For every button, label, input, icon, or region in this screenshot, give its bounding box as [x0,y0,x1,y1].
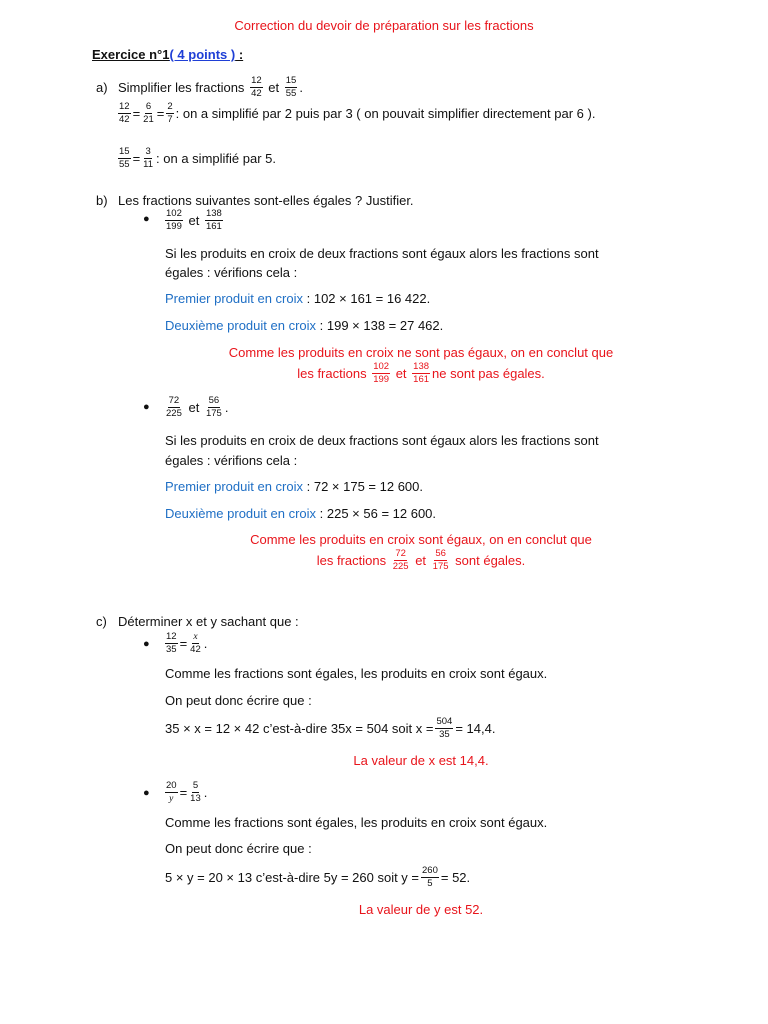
conclusion-text: les fractions [316,552,387,568]
part-b-prompt: Les fractions suivantes sont-elles égales ? Justifier. [118,193,414,208]
part-a-marker: a) [96,80,108,95]
calc-text: = 52. [440,869,471,885]
denominator: 225 [392,561,409,572]
fraction [166,102,173,125]
b2-conclusion-line2 [0,550,768,573]
conclusion-text: ne sont pas égales. [432,365,545,381]
exercise-colon: : [235,47,244,62]
denominator: 55 [119,159,130,170]
denominator: 35 [166,644,177,655]
c2-line1: Comme les fractions sont égales, les produits en croix sont égaux. [165,815,548,830]
numerator: 102 [373,361,390,372]
fraction [165,396,183,419]
numerator: 260 [422,865,438,876]
numerator: 138 [205,208,222,219]
denominator: 161 [205,221,222,232]
denominator: 21 [143,114,154,125]
b1-fractions [163,210,225,233]
denominator: 199 [166,221,182,232]
b2-product2 [165,506,436,521]
period: . [203,784,208,800]
numerator: 20 [166,780,177,791]
period: . [299,79,303,95]
equals: = [179,784,188,800]
c2-calculation [165,867,470,890]
bullet-icon: ● [143,401,150,413]
numerator: 72 [395,548,406,559]
numerator: 2 [167,101,173,112]
fraction [392,549,410,572]
numerator: 12 [251,75,262,86]
fraction [165,781,178,804]
part-a-line2 [116,148,276,171]
numerator: 102 [166,208,182,219]
b1-conclusion-line2 [0,363,768,386]
fraction [205,396,223,419]
denominator: 42 [251,88,262,99]
denominator: 35 [439,729,450,740]
fraction [118,147,131,170]
denominator: 161 [413,374,430,385]
c1-result: La valeur de x est 14,4. [353,753,489,768]
et-word: et [188,399,200,415]
page-title: Correction du devoir de préparation sur les fractions [234,18,534,33]
b1-rule-line1: Si les produits en croix de deux fractions sont égaux alors les fractions sont [165,246,599,261]
denominator: 13 [190,793,201,804]
b1-rule-line2: égales : vérifions cela : [165,265,298,280]
fraction [205,209,223,232]
product-value: : 72 × 175 = 12 600. [303,479,423,494]
b1-conclusion-line1: Comme les produits en croix ne sont pas égaux, on en conclut que [228,345,614,360]
bullet-icon: ● [143,638,150,650]
numerator: 12 [166,631,177,642]
b2-product1 [165,479,423,494]
numerator: 12 [119,101,130,112]
conclusion-text: les fractions [297,365,367,381]
calc-text: = 14,4. [455,720,496,736]
et-word: et [415,552,427,568]
numerator: 504 [436,716,453,727]
c2-result: La valeur de y est 52. [358,902,484,917]
fraction [165,209,183,232]
product-value: : 225 × 56 = 12 600. [316,506,437,521]
denominator: 199 [373,374,390,385]
explanation: : on a simplifié par 2 puis par 3 ( on pouvait simplifier directement par 6 ). [175,105,596,121]
numerator: 15 [119,146,130,157]
c2-equation [163,782,207,805]
fraction [250,76,263,99]
c1-line1: Comme les fractions sont égales, les produits en croix sont égaux. [165,666,548,681]
exercise-heading [92,47,243,62]
et-word: et [188,212,200,228]
denominator: 225 [166,408,182,419]
b2-conclusion-line1: Comme les produits en croix sont égaux, on en conclut que [250,532,592,547]
denominator: 5 [427,878,433,889]
equals: = [132,105,141,121]
product-label: Deuxième produit en croix [165,506,317,521]
denominator: 42 [190,644,201,655]
numerator: 6 [145,101,152,112]
numerator: x [193,632,198,642]
fraction [189,781,202,804]
fraction [165,632,178,655]
product-label: Premier produit en croix [165,479,303,494]
product-label: Deuxième produit en croix [165,318,317,333]
calc-text: 5 × y = 20 × 13 c’est-à-dire 5y = 260 soit y = [165,869,420,885]
fraction [142,102,155,125]
c1-equation [163,633,207,656]
period: . [203,635,208,651]
part-b-marker: b) [96,193,108,208]
calc-text: 35 × x = 12 × 42 c’est-à-dire 35x = 504 soit x = [165,720,434,736]
prompt-text: Simplifier les fractions [118,79,245,95]
numerator: 72 [168,395,180,406]
b2-fractions [163,397,228,420]
b2-rule-line1: Si les produits en croix de deux fractions sont égaux alors les fractions sont [165,433,599,448]
fraction [285,76,298,99]
part-a-line1 [116,103,595,126]
exercise-points: ( 4 points ) [169,47,236,62]
denominator: 175 [432,561,449,572]
fraction [412,362,430,385]
exercise-label: Exercice n°1 [92,47,170,62]
part-c-marker: c) [96,614,107,629]
product-label: Premier produit en croix [165,291,303,306]
equals: = [179,635,188,651]
numerator: 138 [413,361,430,372]
numerator: 15 [285,75,297,86]
part-a-prompt [118,77,303,100]
equals: = [156,105,165,121]
fraction [189,632,202,655]
numerator: 56 [435,548,446,559]
explanation: : on a simplifié par 5. [156,150,276,166]
denominator: 55 [285,88,297,99]
numerator: 56 [208,395,220,406]
b2-rule-line2: égales : vérifions cela : [165,453,298,468]
bullet-icon: ● [143,787,150,799]
bullet-icon: ● [143,213,150,225]
b1-product1 [165,291,430,306]
denominator: 175 [205,408,222,419]
fraction [432,549,450,572]
b1-product2 [165,318,443,333]
denominator: 42 [119,114,130,125]
denominator: y [169,794,174,804]
numerator: 5 [192,780,199,791]
fraction [118,102,131,125]
c2-line2: On peut donc écrire que : [165,841,312,856]
part-c-prompt: Déterminer x et y sachant que : [118,614,299,629]
product-value: : 102 × 161 = 16 422. [303,291,431,306]
et-word: et [395,365,407,381]
denominator: 7 [167,114,173,125]
fraction [421,866,439,889]
equals: = [132,150,141,166]
denominator: 11 [143,159,154,170]
product-value: : 199 × 138 = 27 462. [316,318,444,333]
fraction [372,362,390,385]
period: . [224,399,229,415]
fraction [142,147,154,170]
numerator: 3 [145,146,151,157]
c1-calculation [165,718,495,741]
c1-line2: On peut donc écrire que : [165,693,312,708]
et-word: et [268,79,280,95]
fraction [435,717,453,740]
conclusion-text: sont égales. [455,552,526,568]
